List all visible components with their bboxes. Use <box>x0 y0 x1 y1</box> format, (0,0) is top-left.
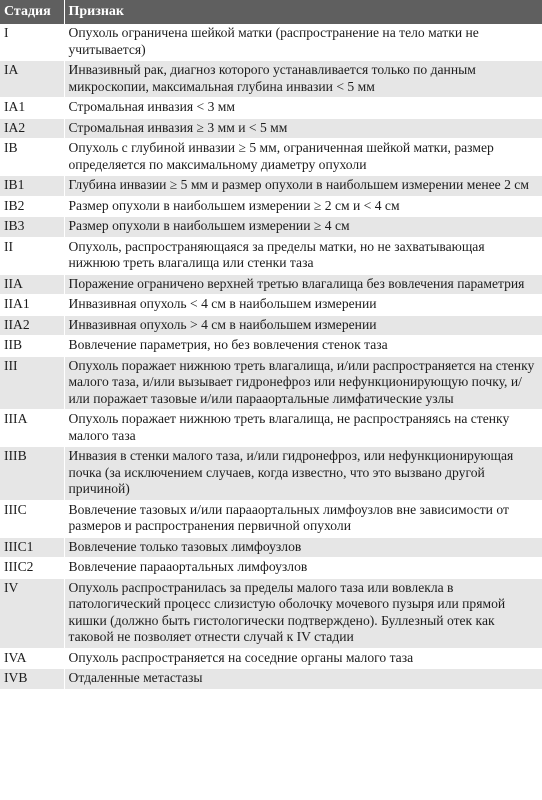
sign-cell: Поражение ограничено верхней третью влагалища без вовлечения параметрия <box>64 274 542 295</box>
sign-cell: Инвазивный рак, диагноз которого устанавливается только по данным микроскопии, максимальная глубина инвазии < 5 мм <box>64 61 542 98</box>
stage-cell: IVA <box>0 648 64 669</box>
table-row <box>0 98 542 119</box>
stage-cell: IIB <box>0 336 64 357</box>
sign-cell: Опухоль поражает нижнюю треть влагалища, не распространяясь на стенку малого таза <box>64 410 542 447</box>
header-stage: Стадия <box>0 0 64 24</box>
table-row <box>0 295 542 316</box>
header-sign: Признак <box>64 0 542 24</box>
stage-cell: IIA <box>0 274 64 295</box>
sign-cell: Вовлечение только тазовых лимфоузлов <box>64 537 542 558</box>
sign-cell: Опухоль распространяется на соседние органы малого таза <box>64 648 542 669</box>
sign-cell: Отдаленные метастазы <box>64 669 542 690</box>
table-row <box>0 274 542 295</box>
stage-cell: IIA2 <box>0 315 64 336</box>
sign-cell: Инвазивная опухоль < 4 см в наибольшем измерении <box>64 295 542 316</box>
sign-cell: Вовлечение парааортальных лимфоузлов <box>64 558 542 579</box>
sign-cell: Глубина инвазии ≥ 5 мм и размер опухоли в наибольшем измерении менее 2 см <box>64 176 542 197</box>
table-row <box>0 118 542 139</box>
sign-cell: Опухоль поражает нижнюю треть влагалища, и/или распространяется на стенку малого таза, и/или вызывает гидронефроз или нефункционирующую почку, и/или поражает тазовые и/или парааортальные лимфатические узлы <box>64 356 542 410</box>
stage-cell: IA <box>0 61 64 98</box>
table-row <box>0 558 542 579</box>
table-row <box>0 217 542 238</box>
table-row <box>0 196 542 217</box>
stage-cell: IB <box>0 139 64 176</box>
sign-cell: Опухоль ограничена шейкой матки (распространение на тело матки не учитывается) <box>64 24 542 61</box>
table-row <box>0 24 542 61</box>
sign-cell: Инвазивная опухоль > 4 см в наибольшем измерении <box>64 315 542 336</box>
stage-cell: IIIC1 <box>0 537 64 558</box>
stage-cell: IIIC2 <box>0 558 64 579</box>
sign-cell: Стромальная инвазия < 3 мм <box>64 98 542 119</box>
sign-cell: Опухоль распространилась за пределы малого таза или вовлекла в патологический процесс слизистую оболочку мочевого пузыря или прямой кишки (должно быть гистологически подтверждено). Буллезный отек как таковой не позволяет отнести случай к IV стадии <box>64 578 542 648</box>
sign-cell: Вовлечение тазовых и/или парааортальных лимфоузлов вне зависимости от размеров и распространения первичной опухоли <box>64 500 542 537</box>
stage-cell: IIIC <box>0 500 64 537</box>
header-row <box>0 0 542 24</box>
stage-cell: IIIA <box>0 410 64 447</box>
stage-cell: IB2 <box>0 196 64 217</box>
table-row <box>0 61 542 98</box>
table-row <box>0 648 542 669</box>
sign-cell: Размер опухоли в наибольшем измерении ≥ 4 см <box>64 217 542 238</box>
stage-cell: I <box>0 24 64 61</box>
table-row <box>0 336 542 357</box>
table-row <box>0 669 542 690</box>
stage-cell: IA2 <box>0 118 64 139</box>
sign-cell: Размер опухоли в наибольшем измерении ≥ 2 см и < 4 см <box>64 196 542 217</box>
table-row <box>0 447 542 501</box>
stage-cell: IB1 <box>0 176 64 197</box>
table-row <box>0 356 542 410</box>
stage-cell: III <box>0 356 64 410</box>
sign-cell: Стромальная инвазия ≥ 3 мм и < 5 мм <box>64 118 542 139</box>
table-row <box>0 139 542 176</box>
table-row <box>0 410 542 447</box>
table-row <box>0 500 542 537</box>
stage-cell: IIA1 <box>0 295 64 316</box>
stage-cell: II <box>0 237 64 274</box>
table-row <box>0 578 542 648</box>
table-row <box>0 176 542 197</box>
table-row <box>0 315 542 336</box>
stage-cell: IIIB <box>0 447 64 501</box>
stage-cell: IV <box>0 578 64 648</box>
stage-cell: IB3 <box>0 217 64 238</box>
sign-cell: Опухоль с глубиной инвазии ≥ 5 мм, ограниченная шейкой матки, размер определяется по максимальному диаметру опухоли <box>64 139 542 176</box>
table-row <box>0 237 542 274</box>
sign-cell: Вовлечение параметрия, но без вовлечения стенок таза <box>64 336 542 357</box>
sign-cell: Опухоль, распространяющаяся за пределы матки, но не захватывающая нижнюю треть влагалища или стенки таза <box>64 237 542 274</box>
table-body <box>0 24 542 689</box>
stage-cell: IVB <box>0 669 64 690</box>
sign-cell: Инвазия в стенки малого таза, и/или гидронефроз, или нефункционирующая почка (за исключением случаев, когда известно, что это вызвано другой причиной) <box>64 447 542 501</box>
table-row <box>0 537 542 558</box>
stage-cell: IA1 <box>0 98 64 119</box>
